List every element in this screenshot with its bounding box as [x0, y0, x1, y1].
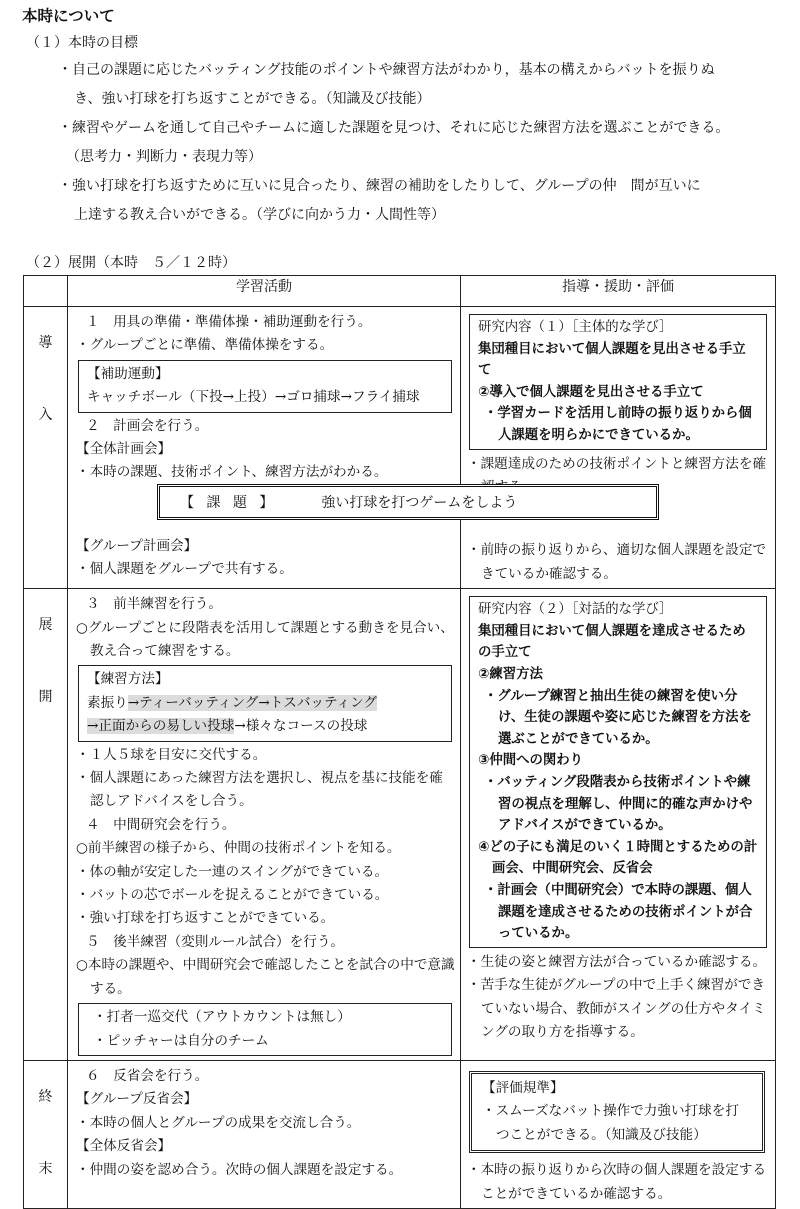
lesson-flow-table	[23, 275, 776, 1209]
dev-a5: ４ 中間研究会を行う。	[86, 816, 236, 833]
goal-1-line2: き、強い打球を打ち返すことができる。（知識及び技能）	[74, 91, 431, 107]
goal-3-line1: ・強い打球を打ち返すために互いに見合ったり、練習の補助をしたりして、グループの仲 間が互いに	[58, 178, 701, 194]
dev-a8: ・バットの芯でボールを捉えることができている。	[76, 887, 389, 904]
dev-a9: ・強い打球を打ち返すことができている。	[76, 910, 335, 927]
evaluation-title: 【評価規準】	[482, 1079, 564, 1096]
flow-title: （２）展開（本時 ５／１２時）	[26, 255, 236, 271]
research-1-check: ・学習カードを活用し前時の振り返りから個人課題を明らかにできているか。	[484, 406, 752, 443]
phase-intro: 導 入	[24, 307, 68, 589]
intro-act3: ２ 計画会を行う。	[86, 417, 209, 434]
dev-guide-1: ・生徒の姿と練習方法が合っているか確認する。	[467, 953, 767, 970]
end-guidance-cell	[461, 1060, 776, 1208]
end-a1: ６ 反省会を行う。	[86, 1067, 209, 1084]
warmup-box	[78, 360, 452, 413]
warmup-box-text: キャッチボール（下投→上投）→ゴロ捕球→フライ捕球	[87, 389, 420, 406]
intro-act4: 【全体計画会】	[76, 441, 172, 458]
warmup-box-title: 【補助運動】	[87, 365, 169, 382]
intro-act7: ・個人課題をグループで共有する。	[76, 561, 293, 578]
dev-a10: ５ 後半練習（変則ルール試合）を行う。	[86, 933, 345, 950]
end-a4: 【全体反省会】	[76, 1138, 172, 1155]
practice-box-line1: 素振り→ティーバッティング→トスバッティング	[87, 694, 378, 711]
intro-guide-2: ・前時の振り返りから、適切な個人課題を設定できているか確認する。	[467, 542, 767, 582]
research-box-2	[469, 596, 767, 948]
practice-box-line2: →正面からの易しい投球→様々なコースの投球	[87, 718, 368, 735]
intro-act5: ・本時の課題、技術ポイント、練習方法がわかる。	[76, 464, 388, 481]
end-guide-1: ・本時の振り返りから次時の個人課題を設定することができているか確認する。	[467, 1162, 767, 1202]
dev-guide-2: ・苦手な生徒がグループの中で上手く練習ができていない場合、教師がスイングの仕方やタイミングの取り方を指導する。	[467, 977, 766, 1040]
intro-act1: １ 用具の準備・準備体操・補助運動を行う。	[86, 314, 372, 330]
dev-a11: ○本時の課題や、中間研究会で確認したことを試合の中で意識する。	[76, 957, 455, 997]
research-box-1	[469, 314, 767, 450]
lesson-task-banner	[157, 484, 659, 520]
research-1-theme: 集団種目において個人課題を見出させる手立て	[478, 341, 746, 379]
game-rule-2: ・ピッチャーは自分のチーム	[93, 1032, 269, 1049]
research-2-point-a: ②練習方法	[478, 666, 543, 682]
goal-3-line2: 上達する教え合いができる。（学びに向かう力・人間性等）	[74, 207, 445, 223]
evaluation-box	[469, 1071, 765, 1153]
game-rule-1: ・打者一巡交代（アウトカウントは無し）	[93, 1009, 351, 1026]
evaluation-text: ・スムーズなバット操作で力強い打球を打つことができる。（知識及び技能）	[482, 1103, 739, 1143]
dev-guidance-cell	[461, 589, 776, 1061]
intro-act6: 【グループ計画会】	[76, 537, 198, 554]
phase-development: 展 開	[24, 589, 68, 1061]
end-activity-cell	[68, 1060, 461, 1208]
header-blank	[24, 276, 68, 307]
goal-1-line1: ・自己の課題に応じたバッティング技能のポイントや練習方法がわかり，基本の構えからバットを振りぬ	[58, 62, 715, 78]
intro-guide-1: ・課題達成のための技術ポイントと練習方法を確	[467, 455, 767, 472]
section-heading: 本時について	[22, 7, 115, 25]
research-1-point: ②導入で個人課題を見出させる手立て	[478, 384, 704, 400]
research-2-check-a: ・グループ練習と抽出生徒の練習を使い分け、生徒の課題や姿に応じた練習を方法を選ぶことができているか。	[484, 688, 752, 747]
goal-2-line2: （思考力・判断力・表現力等）	[66, 149, 262, 165]
dev-a4: ・個人課題にあった練習方法を選択し、視点を基に技能を確認しアドバイスをし合う。	[76, 770, 443, 810]
end-a3: ・本時の個人とグループの成果を交流し合う。	[76, 1114, 361, 1131]
end-a2: 【グループ反省会】	[76, 1091, 198, 1108]
goal-2-line1: ・練習やゲームを通して自己やチームに適した課題を見つけ、それに応じた練習方法を選ぶことができる。	[58, 120, 730, 136]
goals-list	[58, 56, 788, 230]
dev-activity-cell	[68, 589, 461, 1061]
header-activity: 学習活動	[68, 276, 461, 307]
dev-a7: ・体の軸が安定した一連のスイングができている。	[76, 863, 389, 880]
research-2-check-b: ・バッティング段階表から技術ポイントや練習の視点を理解し、仲間に的確な声かけやアドバイスができているか。	[484, 774, 753, 834]
header-guidance: 指導・援助・評価	[461, 276, 776, 307]
dev-a6: ○前半練習の様子から、仲間の技術ポイントを知る。	[76, 840, 401, 857]
practice-box	[78, 665, 452, 741]
research-2-title: 研究内容（２）［対話的な学び］	[478, 602, 673, 618]
end-a5: ・仲間の姿を認め合う。次時の個人課題を設定する。	[76, 1161, 403, 1178]
research-1-title: 研究内容（１）［主体的な学び］	[478, 320, 673, 335]
goals-title: （１）本時の目標	[26, 35, 138, 51]
research-2-check-c: ・計画会（中間研究会）で本時の課題、個人課題を達成させるための技術ポイントが合っているか。	[484, 882, 753, 942]
intro-guidance-cell	[461, 307, 776, 589]
task-label: 【 課 題 】	[180, 495, 278, 511]
game-rule-box	[78, 1003, 452, 1056]
research-2-point-b: ③仲間への関わり	[478, 753, 584, 769]
dev-a1: ３ 前半練習を行う。	[86, 596, 222, 613]
task-text: 強い打球を打つゲームをしよう	[321, 495, 518, 511]
dev-a3: ・１人５球を目安に交代する。	[76, 746, 267, 763]
phase-closing: 終 末	[24, 1060, 68, 1208]
practice-box-title: 【練習方法】	[87, 671, 169, 688]
intro-activity-cell	[68, 307, 461, 589]
research-2-theme: 集団種目において個人課題を達成させるための手立て	[478, 623, 746, 661]
research-2-point-c: ④どの子にも満足のいく１時間とするための計画会、中間研究会、反省会	[478, 839, 758, 877]
dev-a2: ○グループごとに段階表を活用して課題とする動きを見合い、教え合って練習をする。	[76, 619, 454, 659]
intro-act2: ・グループごとに準備、準備体操をする。	[76, 337, 334, 354]
